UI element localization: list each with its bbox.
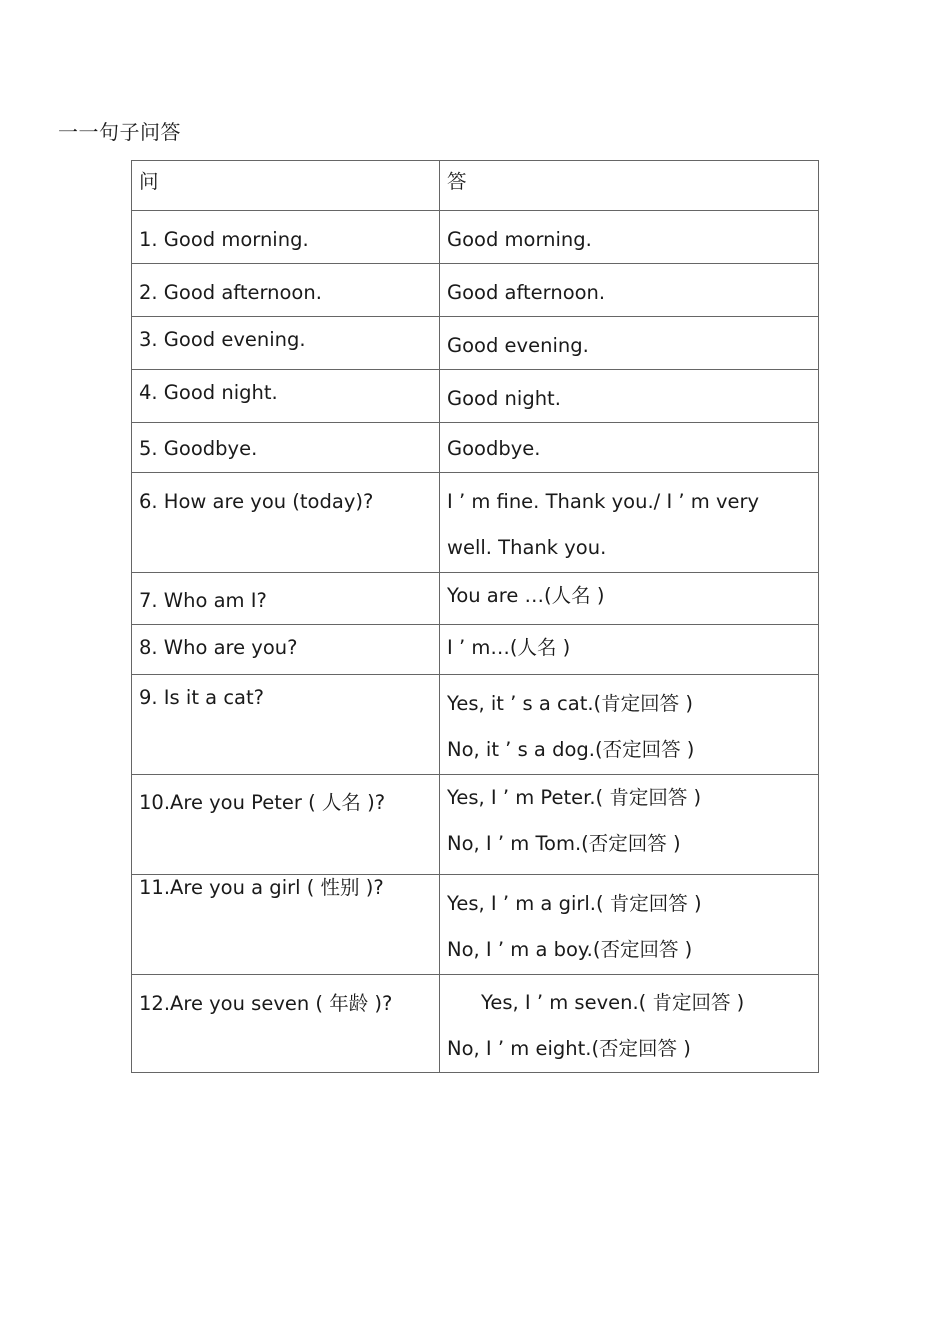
question-text: 5. Goodbye. [139,437,258,460]
table-row [132,423,819,473]
answer-text: Goodbye. [447,437,541,460]
question-text: 7. Who am I? [139,589,267,612]
table-row [132,875,819,975]
table-row [132,211,819,264]
table-row [132,264,819,317]
answer-text: I ’ m…(人名 ) [447,636,571,659]
answer-line: I ’ m fine. Thank you./ I ’ m very [447,490,760,513]
answer-line: No, I ’ m Tom.(否定回答 ) [447,832,681,855]
answer-line: No, it ’ s a dog.(否定回答 ) [447,738,695,761]
answer-line: Yes, I ’ m seven.( 肯定回答 ) [481,991,745,1014]
answer-text: Good evening. [447,334,589,357]
question-text: 2. Good afternoon. [139,281,322,304]
answer-text: Good morning. [447,228,592,251]
answer-line: Yes, I ’ m Peter.( 肯定回答 ) [447,786,702,809]
answer-line: Yes, I ’ m a girl.( 肯定回答 ) [447,892,702,915]
answer-line: No, I ’ m eight.(否定回答 ) [447,1037,691,1060]
table-row [132,317,819,370]
question-text: 6. How are you (today)? [139,490,374,513]
table-header-row [132,161,819,211]
table-row [132,573,819,625]
answer-text: You are …(人名 ) [447,584,605,607]
answer-line: No, I ’ m a boy.(否定回答 ) [447,938,693,961]
header-question: 问 [139,170,159,193]
question-text: 9. Is it a cat? [139,686,264,709]
question-text: 10.Are you Peter ( 人名 )? [139,791,386,814]
section-title: 一一句子问答 [58,120,181,144]
table-row [132,975,819,1073]
answer-line: well. Thank you. [447,536,607,559]
question-text: 12.Are you seven ( 年龄 )? [139,992,393,1015]
question-text: 3. Good evening. [139,328,306,351]
table-row [132,775,819,875]
question-text: 1. Good morning. [139,228,309,251]
header-answer: 答 [447,170,467,193]
table-row [132,625,819,675]
question-text: 8. Who are you? [139,636,298,659]
table-row [132,473,819,573]
table-row [132,370,819,423]
question-text: 4. Good night. [139,381,278,404]
table-row [132,675,819,775]
question-text: 11.Are you a girl ( 性别 )? [139,876,384,899]
qa-table [131,160,819,1073]
answer-text: Good afternoon. [447,281,606,304]
answer-text: Good night. [447,387,561,410]
answer-line: Yes, it ’ s a cat.(肯定回答 ) [447,692,693,715]
